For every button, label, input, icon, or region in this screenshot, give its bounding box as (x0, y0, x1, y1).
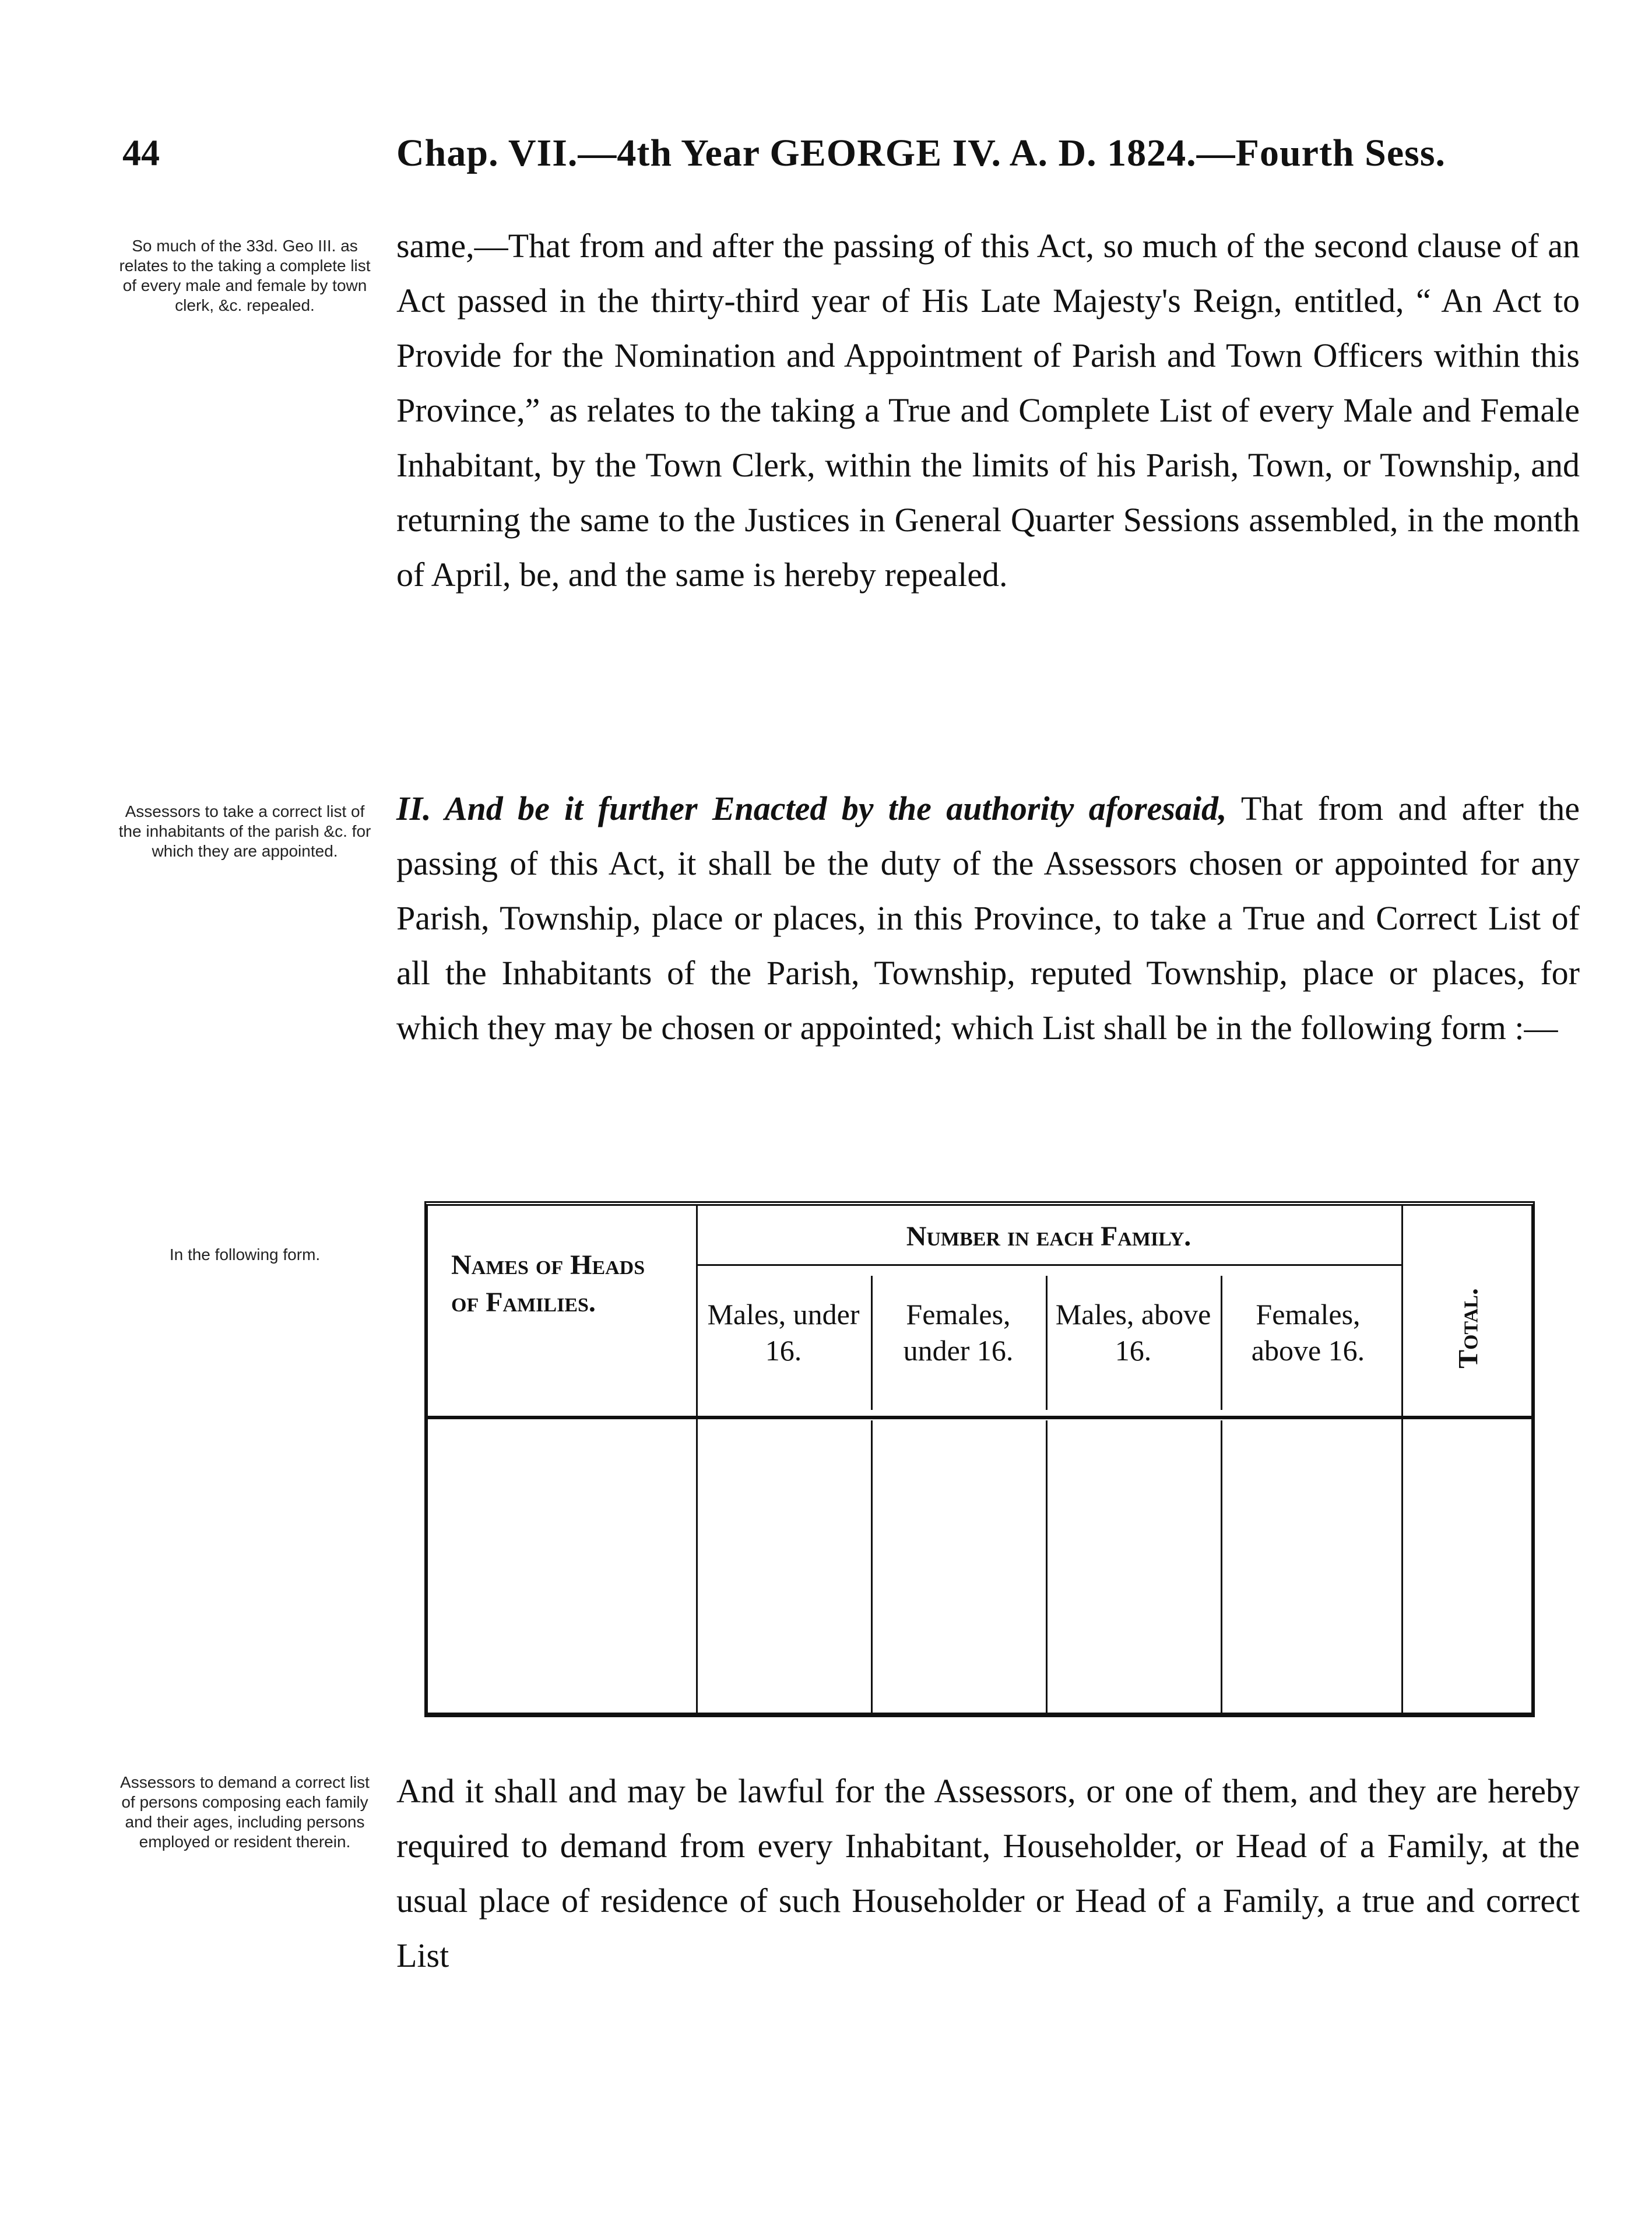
group-header-rule (696, 1264, 1401, 1266)
paragraph-section-two (396, 781, 1580, 1055)
table-divider (1401, 1206, 1403, 1713)
header-rule (428, 1416, 1531, 1419)
margin-note-demand-list: Assessors to demand a correct list of persons composing each family and their ages, including persons employed or resident therein. (120, 1773, 370, 1851)
body-column-divider (871, 1420, 873, 1713)
subheader-females-under-16: Females, under 16. (903, 1298, 1014, 1367)
subheader-females-above-16: Females, above 16. (1251, 1298, 1365, 1367)
section-two-body: That from and after the passing of this Act, it shall be the duty of the Assessors chosen or appointed for any Parish, Township, place or places, in this Province, to take a True and Correct List of all the Inhabitants of the Parish, Township, reputed Township, place or places, for which they may be chosen or appointed; which List shall be in the following form :— (396, 790, 1580, 1047)
column-header-total (1404, 1247, 1533, 1410)
margin-note-repeal: So much of the 33d. Geo III. as relates to the taking a complete list of every male and female by town clerk, &c. repealed. (119, 237, 371, 314)
body-column-divider (1221, 1420, 1222, 1713)
page-number: 44 (122, 132, 160, 173)
page-header (122, 131, 1580, 201)
subheader-males-above-16: Males, above 16. (1055, 1298, 1211, 1367)
body-column-divider (1046, 1420, 1048, 1713)
running-head: Chap. VII.—4th Year GEORGE IV. A. D. 1824.—Fourth Sess. (396, 132, 1446, 174)
column-group-header: Number in each Family. (906, 1221, 1191, 1252)
margin-note-form: In the following form. (169, 1245, 321, 1264)
paragraph-repeal: same,—That from and after the passing of this Act, so much of the second clause of an Act passed in the thirty-third year of His Late Majesty's Reign, entitled, “ An Act to Provide for the Nomination and Appointment of Parish and Town Officers within this Province,” as relates to the taking a True and Complete List of every Male and Female Inhabitant, by the Town Clerk, within the limits of his Parish, Town, or Township, and returning the same to the Justices in General Quarter Sessions assembled, in the month of April, be, and the same is hereby repealed. (396, 227, 1580, 594)
table-divider (696, 1206, 698, 1713)
column-header-names: Names of Heads of Families. (451, 1250, 645, 1318)
paragraph-demand-list: And it shall and may be lawful for the Assessors, or one of them, and they are hereby required to demand from every Inhabitant, Householder, or Head of a Family, at the usual place of residence of such Householder or Head of a Family, a true and correct List (396, 1772, 1580, 1974)
margin-note-assessors-list: Assessors to take a correct list of the inhabitants of the parish &c. for which they are appointed. (118, 802, 371, 860)
total-label: Total. (1453, 1288, 1484, 1369)
section-two-enacting-clause: II. And be it further Enacted by the authority aforesaid, (396, 790, 1227, 827)
subheader-males-under-16: Males, under 16. (707, 1298, 860, 1367)
census-form-table (424, 1201, 1535, 1717)
